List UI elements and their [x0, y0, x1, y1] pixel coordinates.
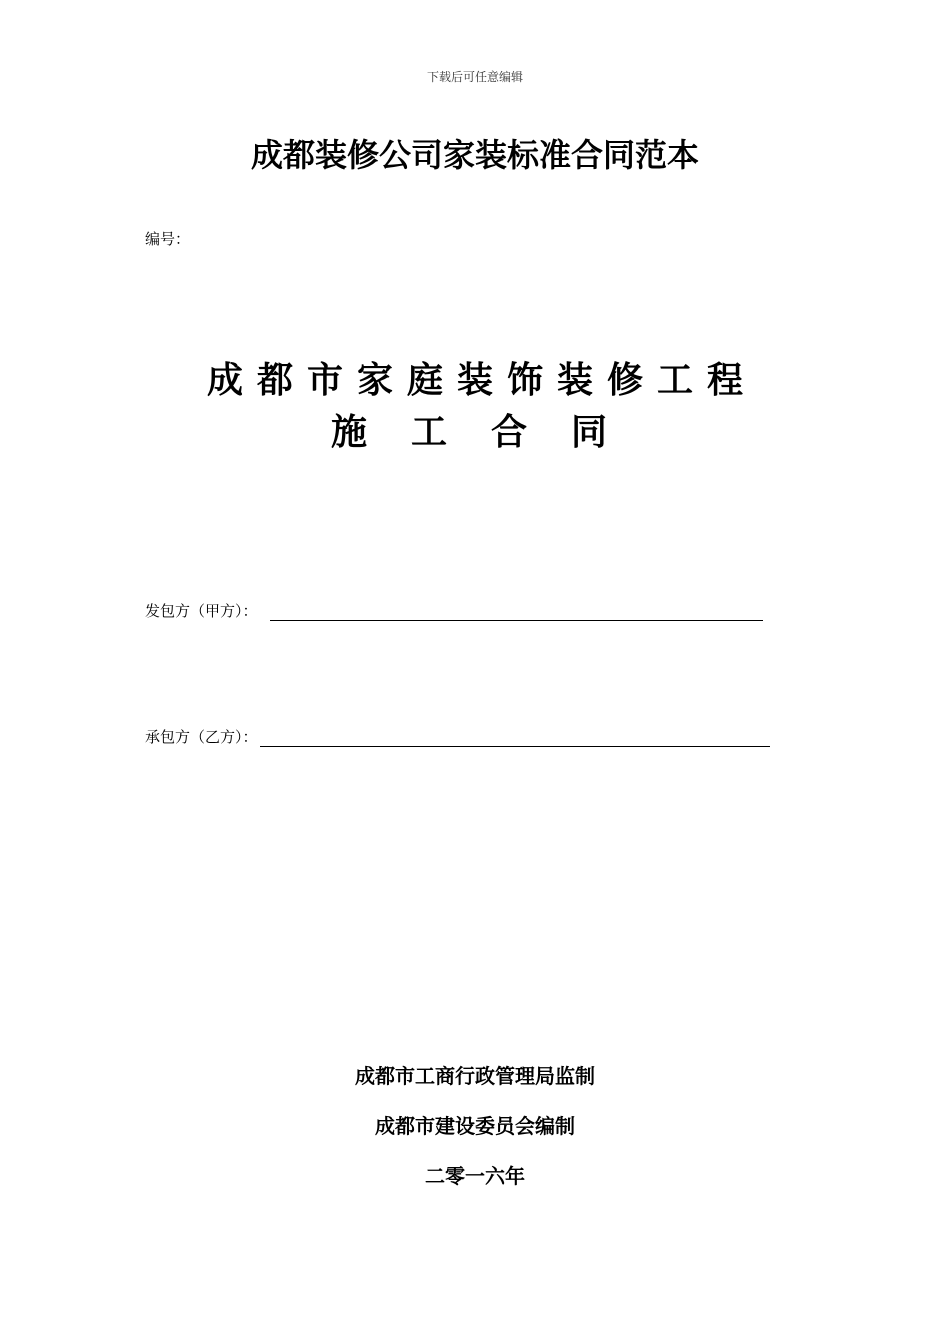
party-a-blank-line [270, 605, 763, 621]
party-b-blank-line [260, 731, 770, 747]
serial-number-label: 编号： [145, 230, 191, 248]
party-a-label: 发包方（甲方）： [145, 602, 258, 620]
party-b-label: 承包方（乙方）： [145, 728, 258, 746]
year-line: 二零一六年 [425, 1164, 525, 1188]
contract-title-line2: 施工合同 [330, 412, 651, 453]
party-b-row [145, 726, 770, 747]
contract-title-line1: 成都市家庭装饰装修工程 [206, 360, 757, 401]
compiler-line: 成都市建设委员会编制 [375, 1114, 575, 1138]
document-title: 成都装修公司家装标准合同范本 [250, 136, 699, 174]
supervisor-line: 成都市工商行政管理局监制 [355, 1064, 595, 1088]
header-note: 下载后可任意编辑 [426, 70, 523, 84]
party-a-row [145, 600, 763, 621]
